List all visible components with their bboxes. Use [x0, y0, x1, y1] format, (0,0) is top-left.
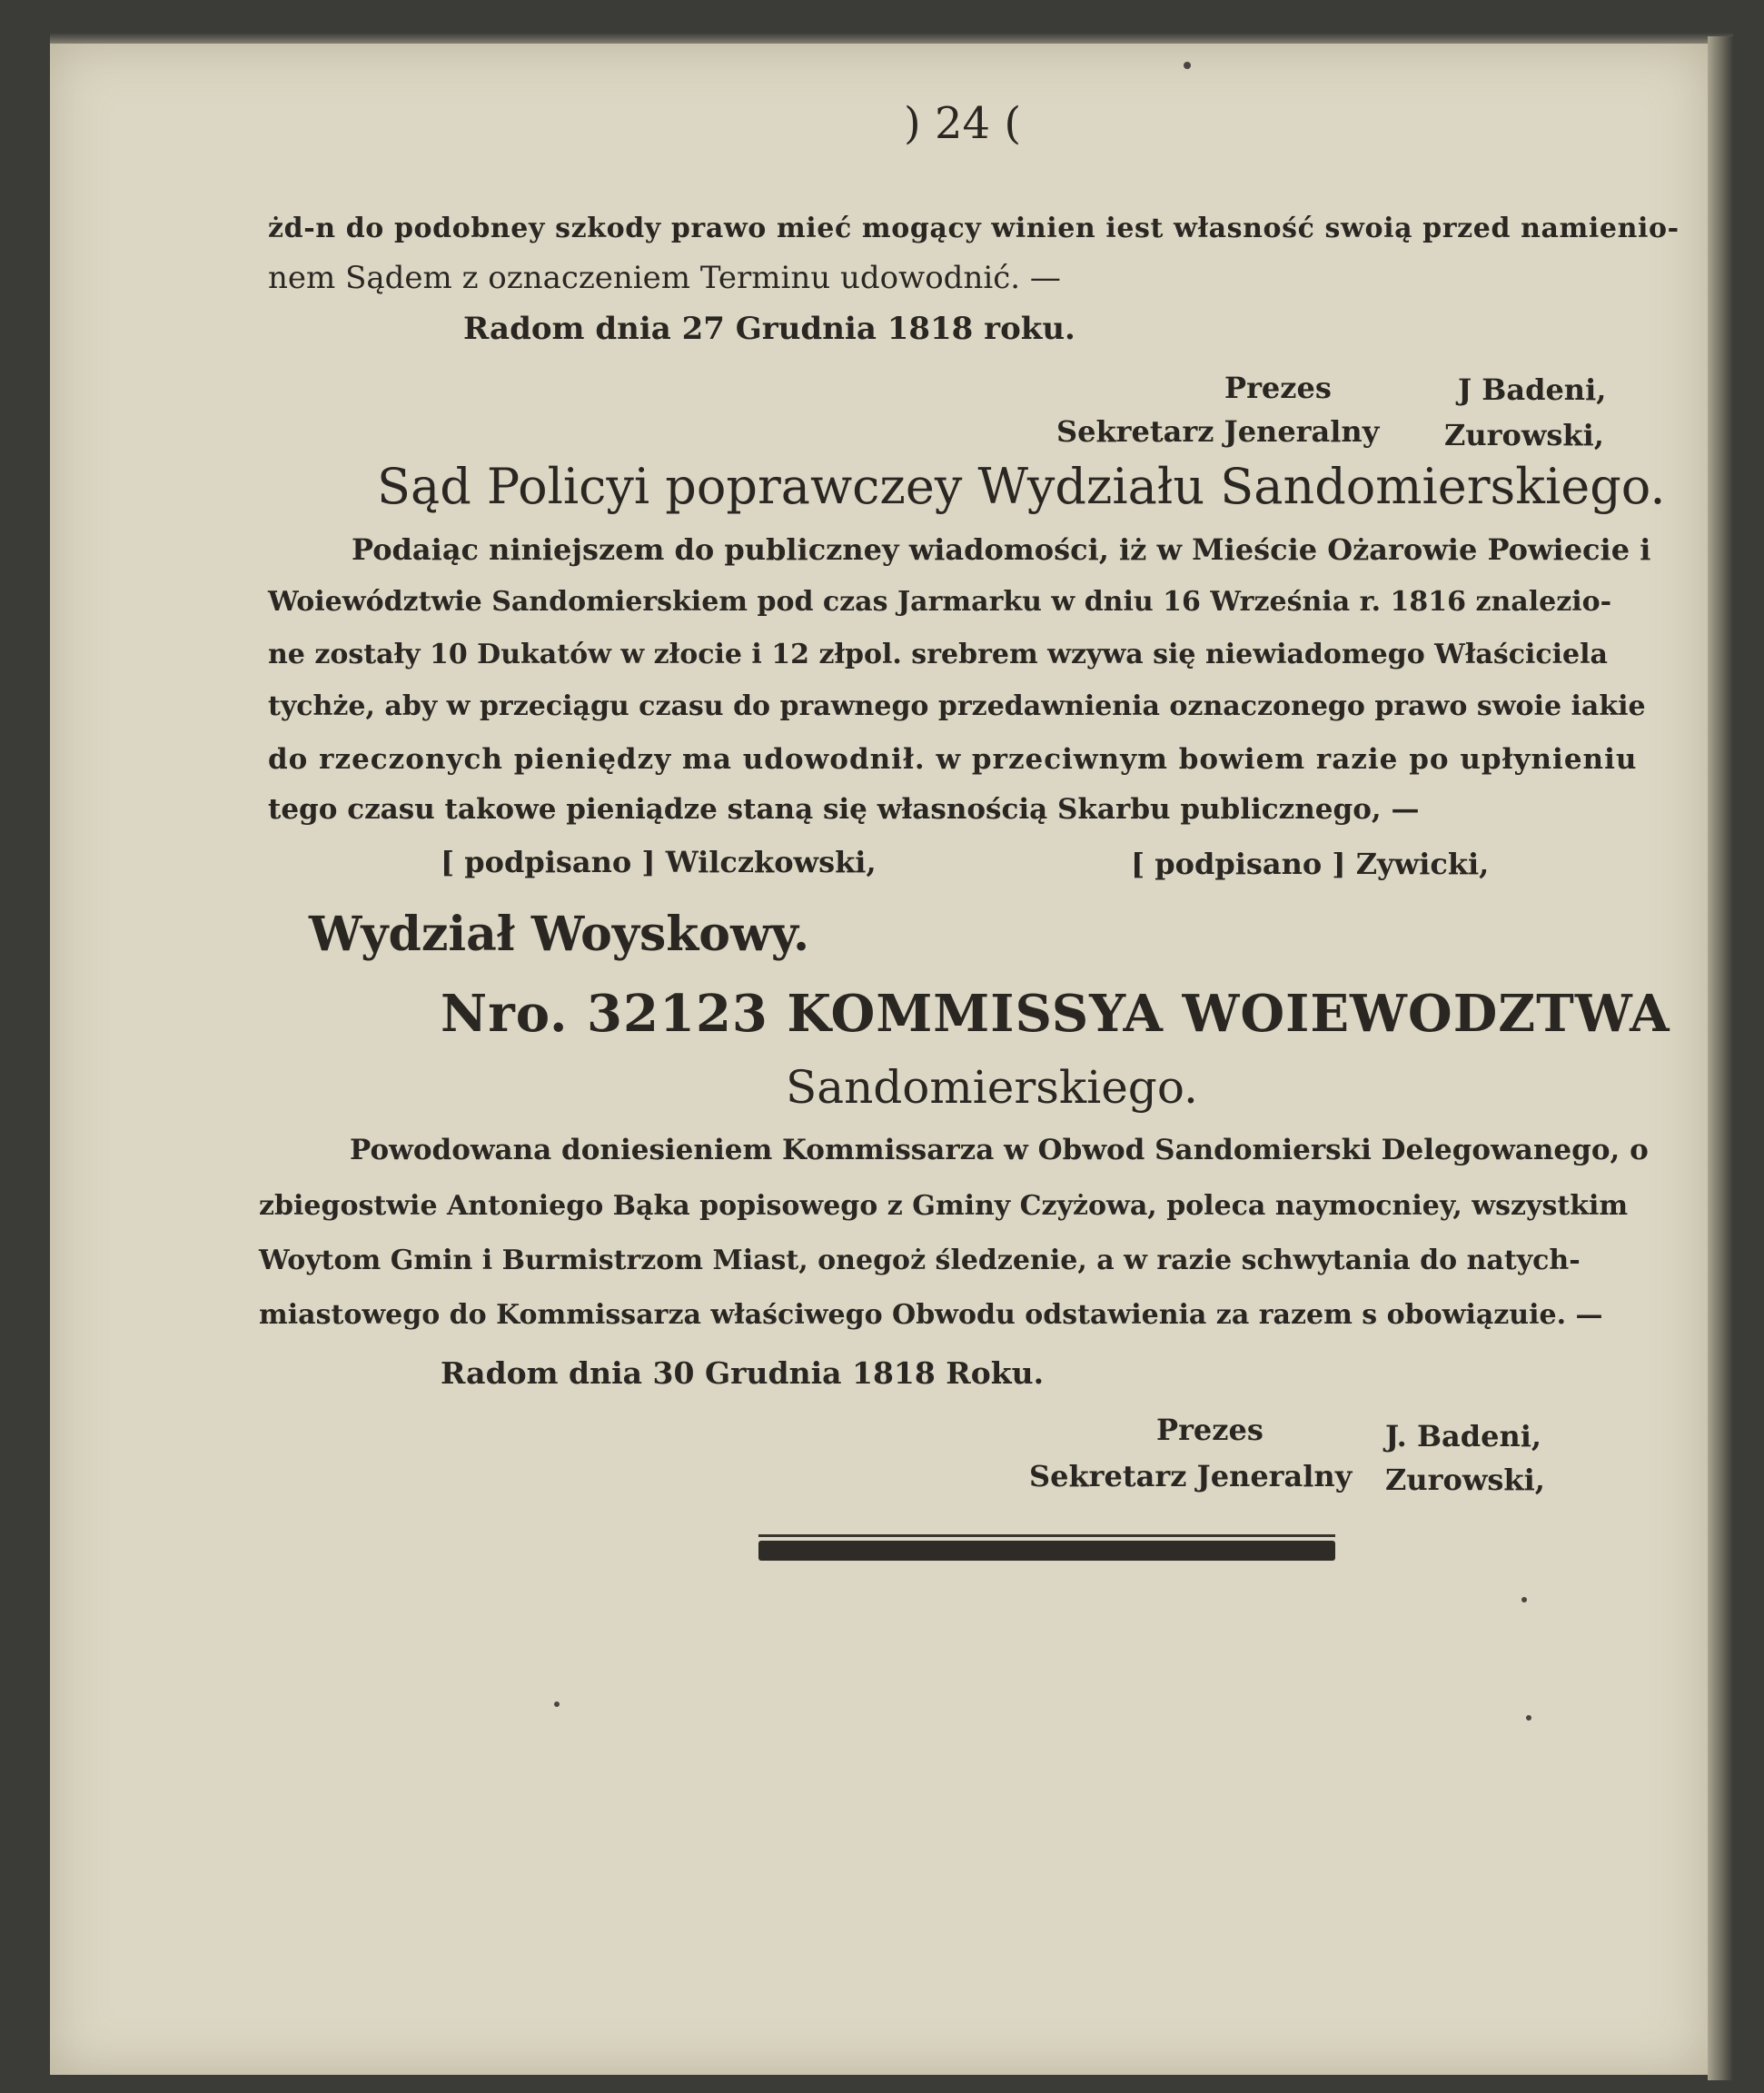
- block3-sekretarz-label: Sekretarz Jeneralny: [1029, 1459, 1353, 1493]
- end-rule: [758, 1541, 1335, 1561]
- block2-line-5: do rzeczonych pieniędzy ma udowodnił. w przeciwnym bowiem razie po upłynieniu: [268, 743, 1638, 776]
- block1-sekretarz-name: Zurowski,: [1444, 418, 1604, 452]
- block1-sekretarz-label: Sekretarz Jeneralny: [1056, 414, 1380, 449]
- block1-date: Radom dnia 27 Grudnia 1818 roku.: [463, 311, 1075, 347]
- block3-line-3: Woytom Gmin i Burmistrzom Miast, onegoż śledzenie, a w razie schwytania do natych-: [259, 1245, 1581, 1276]
- block1-prezes-label: Prezes: [1224, 371, 1332, 405]
- block3-prezes-label: Prezes: [1156, 1413, 1264, 1447]
- block3-heading: Wydział Woyskowy.: [309, 907, 810, 962]
- block1-prezes-name: J Badeni,: [1458, 372, 1607, 407]
- block3-number-heading: Nro. 32123 KOMMISSYA WOIEWODZTWA: [441, 984, 1670, 1044]
- block2-sign-left: [ podpisano ] Wilczkowski,: [441, 845, 877, 879]
- block3-date: Radom dnia 30 Grudnia 1818 Roku.: [441, 1355, 1045, 1391]
- block2-sign-right: [ podpisano ] Zywicki,: [1131, 847, 1490, 881]
- block3-sub-heading: Sandomierskiego.: [786, 1061, 1198, 1114]
- block2-line-3: ne zostały 10 Dukatów w złocie i 12 złpol. srebrem wzywa się niewiadomego Właściciela: [268, 639, 1608, 670]
- document-page: [50, 44, 1708, 2075]
- block3-line-1: Powodowana doniesieniem Kommissarza w Obwod Sandomierski Delegowanego, o: [350, 1134, 1649, 1166]
- block2-heading: Sąd Policyi poprawczey Wydziału Sandomierskiego.: [377, 458, 1666, 515]
- page-number: ) 24 (: [904, 98, 1022, 149]
- block1-line-2: nem Sądem z oznaczeniem Terminu udowodnić. —: [268, 260, 1061, 296]
- block2-line-6: tego czasu takowe pieniądze staną się własnością Skarbu publicznego, —: [268, 793, 1420, 826]
- block3-line-2: zbiegostwie Antoniego Bąka popisowego z Gminy Czyżowa, poleca naymocniey, wszystkim: [259, 1190, 1629, 1222]
- page-right-edge: [1708, 36, 1733, 2080]
- block2-line-4: tychże, aby w przeciągu czasu do prawnego przedawnienia oznaczonego prawo swoie iakie: [268, 690, 1646, 722]
- ink-speck: [1521, 1597, 1527, 1602]
- block2-line-2: Woiewództwie Sandomierskiem pod czas Jarmarku w dniu 16 Września r. 1816 znalezio-: [268, 586, 1612, 618]
- ink-speck: [1526, 1715, 1531, 1721]
- ink-speck: [1184, 62, 1191, 69]
- ink-speck: [554, 1701, 560, 1707]
- end-rule-thin: [758, 1534, 1335, 1537]
- block3-prezes-name: J. Badeni,: [1385, 1419, 1542, 1453]
- block3-line-4: miastowego do Kommissarza właściwego Obwodu odstawienia za razem s obowiązuie. —: [259, 1299, 1603, 1331]
- block3-sekretarz-name: Zurowski,: [1385, 1463, 1545, 1497]
- block2-line-1: Podaiąc niniejszem do publiczney wiadomości, iż w Mieście Ożarowie Powiecie i: [352, 532, 1651, 567]
- block1-line-1: żd-n do podobney szkody prawo mieć mogący winien iest własność swoią przed namienio-: [268, 213, 1680, 244]
